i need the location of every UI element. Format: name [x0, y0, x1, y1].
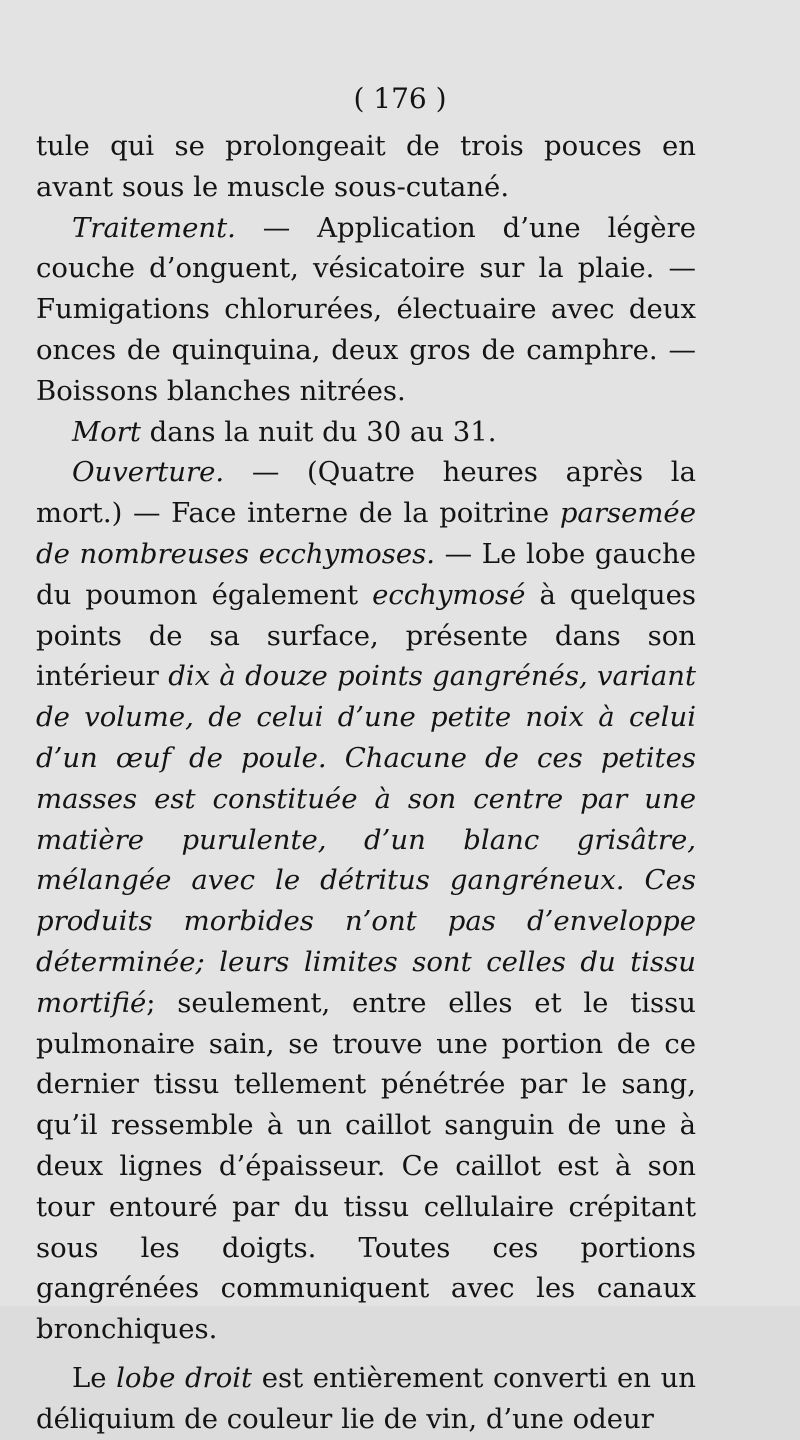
italic-text: parsemée de nombreuses ecchymoses.	[36, 497, 696, 570]
paragraph	[36, 208, 696, 412]
text-segment: — Application d’une légère couche d’onguent, vésicatoire sur la plaie. — Fumigations chlorurées, électuaire avec deux onces de quinquina, deux gros de camphre. — Boissons blanches nitrées.	[36, 211, 696, 407]
paragraph	[36, 412, 696, 453]
italic-text: Ouverture.	[72, 456, 225, 489]
text-segment: tule qui se prolongeait de trois pouces en avant sous le muscle sous-cutané.	[36, 130, 696, 203]
italic-text: Mort	[72, 415, 141, 448]
paragraph	[36, 126, 696, 208]
paragraph	[36, 1358, 696, 1440]
text-segment: Le	[72, 1361, 117, 1394]
italic-text: Traitement.	[72, 211, 236, 244]
text-segment: ; seulement, entre elles et le tissu pulmonaire sain, se trouve une portion de ce dernier tissu tellement pénétrée par le sang, qu’il ressemble à un caillot sanguin de une à deux lignes d’épaisseur. Ce caillot est à son tour entouré par du tissu cellulaire crépitant sous les doigts. Toutes ces portions gangrénées communiquent avec les canaux bronchiques.	[36, 986, 696, 1346]
body-text	[36, 126, 696, 1440]
italic-text: ecchymosé	[372, 578, 526, 611]
text-segment: — Le lobe gauche du poumon également	[36, 537, 696, 611]
paragraph	[36, 452, 696, 1350]
italic-text: dix à douze points gangrénés, variant de volume, de celui d’une petite noix à celui d’un œuf de poule. Chacune de ces petites masses est constituée à son centre par une matière purulente, d’un blanc grisâtre, mélangée avec le détritus gangréneux. Ces produits morbides n’ont pas d’enveloppe déterminée; leurs limites sont celles du tissu mortifié	[36, 660, 697, 1019]
page-number: ( 176 )	[353, 82, 447, 115]
text-segment: dans la nuit du 30 au 31.	[140, 415, 497, 448]
text-segment: est entièrement converti en un déliquium de couleur lie de vin, d’une odeur	[36, 1361, 697, 1435]
text-segment: — (Quatre heures après la mort.) — Face interne de la poitrine	[36, 456, 696, 530]
text-segment: à quelques points de sa surface, présente dans son intérieur	[36, 578, 696, 693]
italic-text: lobe droit	[116, 1361, 253, 1394]
